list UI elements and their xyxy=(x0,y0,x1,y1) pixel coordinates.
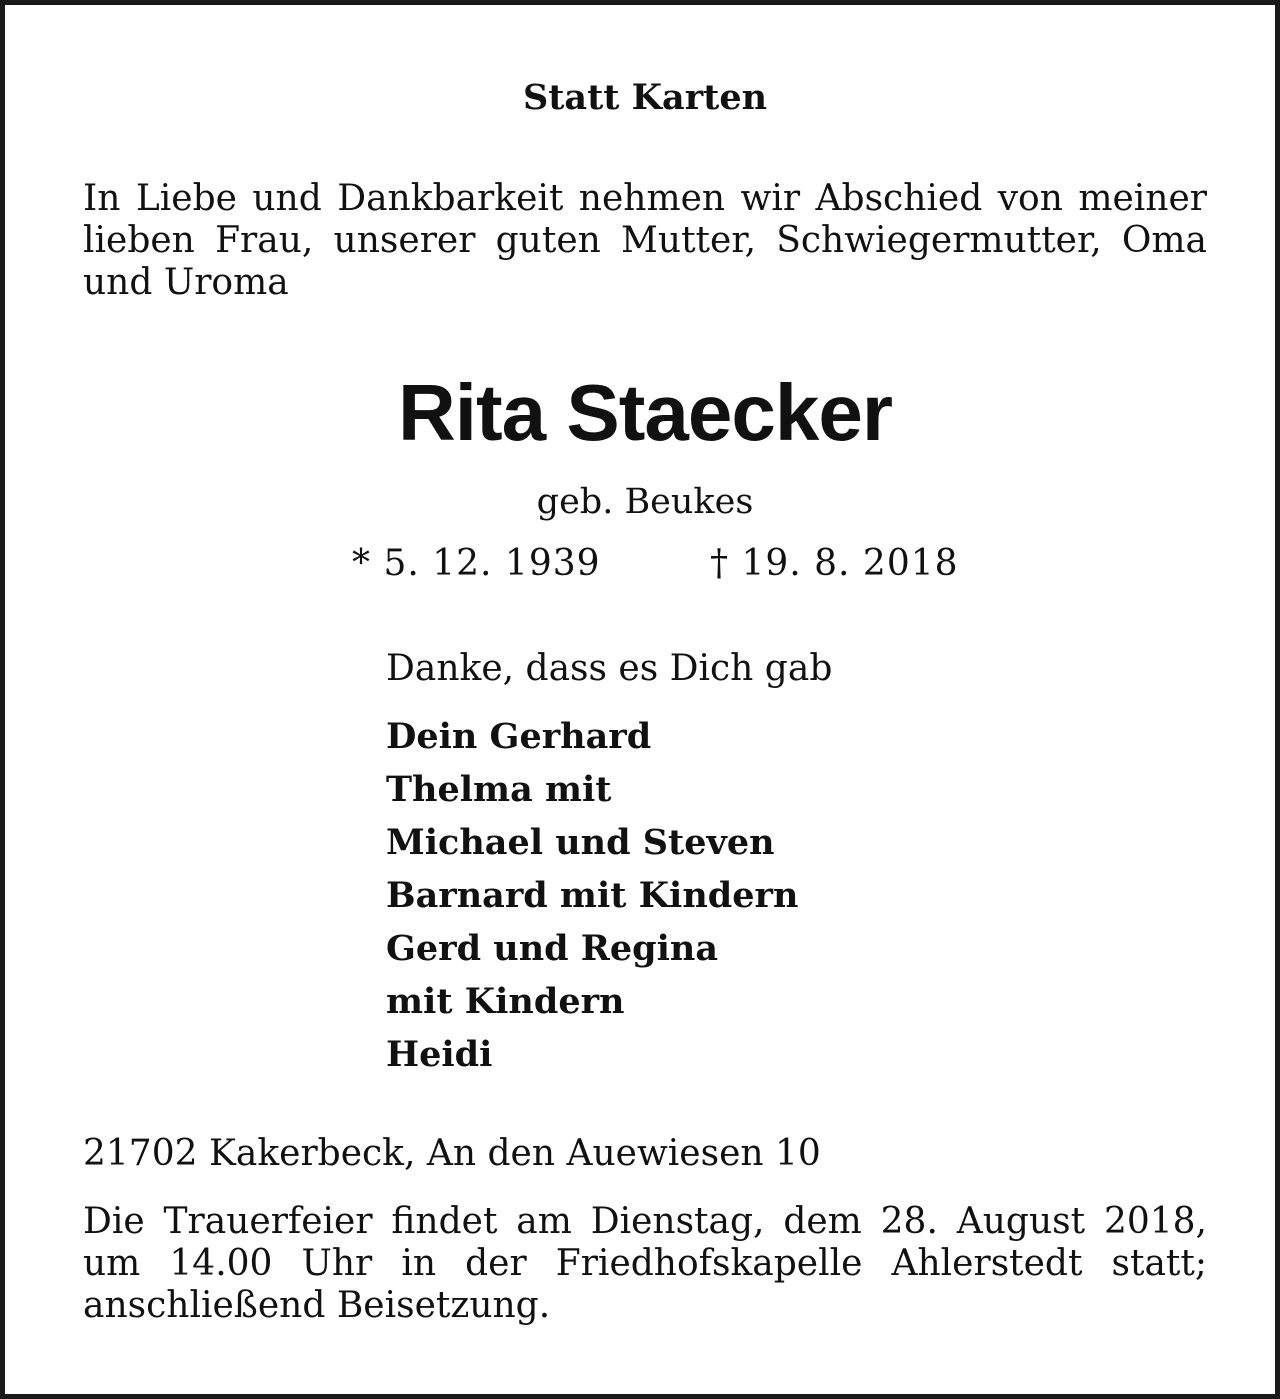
intro-text: In Liebe und Dankbarkeit nehmen wir Abschied von meiner lieben Frau, unserer guten Mutter, Schwiegermutter, Oma und Uroma xyxy=(83,178,1207,303)
maiden-name: geb. Beukes xyxy=(536,482,754,522)
signer: Michael und Steven xyxy=(386,822,775,863)
death-date: † 19. 8. 2018 xyxy=(710,543,959,584)
address: 21702 Kakerbeck, An den Auewiesen 10 xyxy=(83,1133,821,1174)
signer: Heidi xyxy=(386,1034,493,1075)
signer: mit Kindern xyxy=(386,981,625,1022)
notice-header: Statt Karten xyxy=(522,77,768,118)
deceased-name: Rita Staecker xyxy=(398,368,892,457)
signer: Barnard mit Kindern xyxy=(386,875,799,916)
thanks-line: Danke, dass es Dich gab xyxy=(386,648,833,689)
funeral-info: Die Trauerfeier findet am Dienstag, dem 28. August 2018, um 14.00 Uhr in der Friedhofskapelle Ahlerstedt statt; anschließend Beisetzung. xyxy=(83,1201,1207,1326)
signers-list xyxy=(386,710,798,1081)
signer: Gerd und Regina xyxy=(386,928,719,969)
signer: Dein Gerhard xyxy=(386,716,652,757)
birth-date: * 5. 12. 1939 xyxy=(352,543,601,584)
signer: Thelma mit xyxy=(386,769,612,810)
